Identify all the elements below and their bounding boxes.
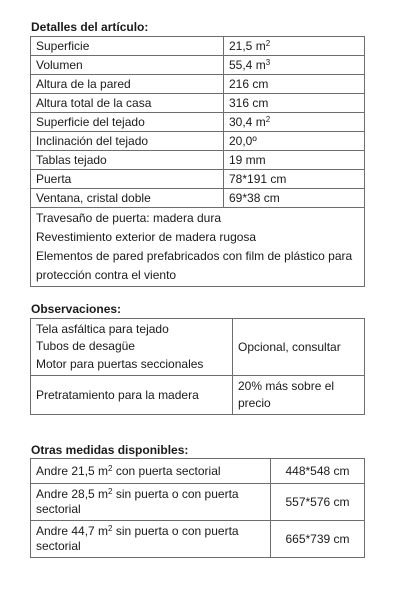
table-row	[31, 376, 365, 415]
list-item: Tela asfáltica para tejado	[36, 321, 169, 336]
note-line: protección contra el viento	[36, 268, 177, 282]
row-label: Ventana, cristal doble	[31, 189, 224, 208]
row-value: 21,5 $m^2$	[224, 37, 365, 56]
table-row	[31, 94, 365, 113]
table-row	[31, 37, 365, 56]
details-title: Detalles del artículo:	[31, 20, 149, 34]
table-row	[31, 75, 365, 94]
row-value: 78*191 cm	[224, 170, 365, 189]
note-line: Revestimiento exterior de madera rugosa	[36, 230, 257, 244]
table-row	[31, 208, 365, 287]
row-value: 55,4 $m^3$	[224, 56, 365, 75]
row-label: Inclinación del tejado	[31, 132, 224, 151]
row-value: 20,0º	[224, 132, 365, 151]
model-cell: Andre 44,7 $m^2$ sin puerta o con puerta sectorial	[31, 521, 271, 558]
table-row	[31, 189, 365, 208]
note-line: Elementos de pared prefabricados con film de plástico para	[36, 249, 353, 263]
table-row	[31, 521, 365, 558]
row-label: Puerta	[31, 170, 224, 189]
row-value	[233, 376, 365, 415]
row-label: Superficie del tejado	[31, 113, 224, 132]
row-value: 30,4 $m^2$	[224, 113, 365, 132]
optional-value: Opcional, consultar	[233, 319, 365, 376]
row-label: Altura total de la casa	[31, 94, 224, 113]
table-row	[31, 170, 365, 189]
table-row	[31, 319, 365, 376]
size-value: 557*576 cm	[271, 484, 365, 521]
row-label: Altura de la pared	[31, 75, 224, 94]
details-table	[30, 36, 365, 287]
model-cell: Andre 28,5 $m^2$ sin puerta o con puerta sectorial	[31, 484, 271, 521]
list-item: Tubos de desagüe	[36, 339, 135, 354]
model-cell: Andre 21,5 $m^2$ con puerta sectorial	[31, 459, 271, 484]
row-label: Volumen	[31, 56, 224, 75]
table-row	[31, 151, 365, 170]
list-item: Motor para puertas seccionales	[36, 356, 204, 371]
other-sizes-title: Otras medidas disponibles:	[31, 443, 189, 457]
table-row	[31, 56, 365, 75]
table-row	[31, 132, 365, 151]
size-value: 665*739 cm	[271, 521, 365, 558]
row-label: Superficie	[31, 37, 224, 56]
row-value: 69*38 cm	[224, 189, 365, 208]
row-value: 216 cm	[224, 75, 365, 94]
observations-table	[30, 318, 365, 415]
observations-title: Observaciones:	[31, 302, 122, 316]
table-row	[31, 459, 365, 484]
table-row	[31, 484, 365, 521]
notes-cell	[31, 208, 365, 287]
optional-items-cell	[31, 319, 233, 376]
table-row	[31, 113, 365, 132]
row-label: Pretratamiento para la madera	[31, 376, 233, 415]
size-value: 448*548 cm	[271, 459, 365, 484]
row-value: 316 cm	[224, 94, 365, 113]
row-label: Tablas tejado	[31, 151, 224, 170]
value-line: 20% más sobre el	[238, 378, 335, 393]
other-sizes-table	[30, 458, 365, 558]
note-line: Travesaño de puerta: madera dura	[36, 211, 221, 225]
row-value: 19 mm	[224, 151, 365, 170]
value-line: precio	[238, 396, 271, 410]
